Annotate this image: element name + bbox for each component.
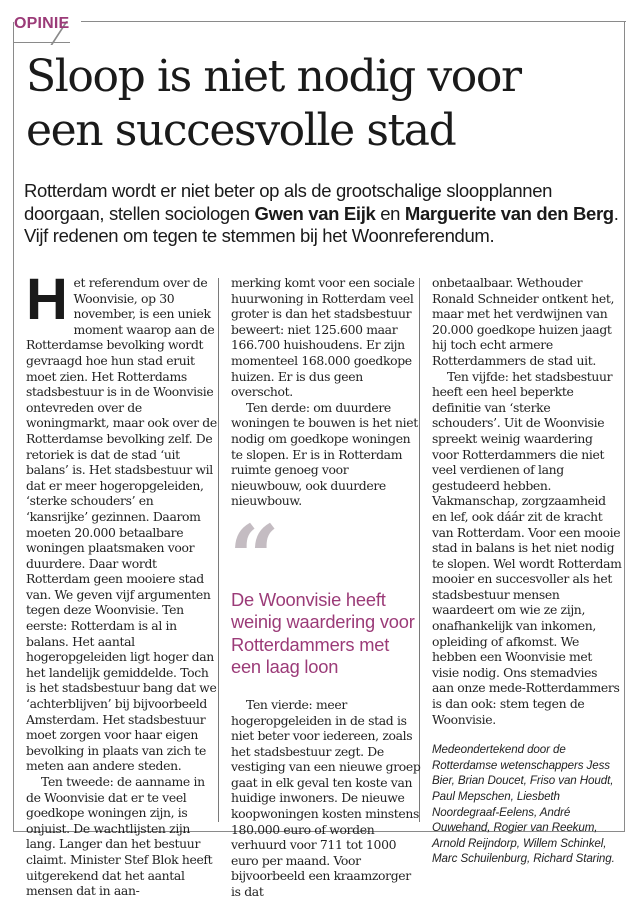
headline-line-2: een succesvolle stad xyxy=(26,105,456,156)
body-paragraph: onbetaalbaar. Wethouder Ronald Schneider ontkent het, maar met het verdwijnen van 20.000 goedkope huizen jaagt hij toch echt armere Rotterdammers de stad uit. xyxy=(432,275,615,368)
headline xyxy=(26,50,616,158)
lede xyxy=(24,180,619,248)
pull-quote xyxy=(229,504,421,679)
body-paragraph: merking komt voor een sociale huurwoning in Rotterdam veel groter is dan het stadsbestuur beweert: niet 125.600 maar 166.700 huishoudens. Er zijn momenteel 168.000 goedkope huizen. Er is dus geen overschot. xyxy=(231,275,415,400)
lede-text-3: . Vijf redenen om tegen te stemmen bij het Woonreferendum. xyxy=(24,202,619,246)
lede-text-2: en xyxy=(375,202,405,224)
pull-quote-text: De Woonvisie heeft weinig waardering voor Rotterdammers met een laag loon xyxy=(231,588,415,678)
body-paragraph: Ten derde: om duurdere woningen te bouwen is het niet nodig om goedkope woningen te slopen. Er is in Rotterdam ruimte genoeg voor nieuwbouw, ook duurdere nieuwbouw. xyxy=(231,399,418,509)
article-column-2 xyxy=(231,275,421,900)
body-paragraph: Ten vijfde: het stadsbestuur heeft een heel beperkte definitie van ‘sterke schouders’. Uit de Woonvisie spreekt weinig waardering voor Rotterdammers die niet veel verdienen of lang gestudeerd hebben. Vakmanschap, zorgzaamheid en lef, ook dáár zit de kracht van Rotterdam. Voor een mooie stad in balans is het niet nodig te slopen. Wel wordt Rotterdam mooier en succesvoller als het stadsbestuur mensen waardeert om wie ze zijn, onafhankelijk van inkomen, opleiding of afkomst. We hebben een Woonvisie met visie nodig. Ons stemadvies aan onze mede-Rotterdammers is dan ook: stem tegen de Woonvisie. xyxy=(432,368,622,727)
lede-text-1: Rotterdam wordt er niet beter op als de grootschalige sloopplannen doorgaan, stellen sociologen xyxy=(24,180,553,224)
article-column-1 xyxy=(26,267,218,899)
column-divider xyxy=(218,278,219,822)
body-paragraph xyxy=(26,267,218,774)
author-name-2: Marguerite van den Berg xyxy=(404,202,614,224)
body-paragraph: Ten vierde: meer hogeropgeleiden in de stad is niet beter voor iedereen, zoals het stadsbestuur zegt. De vestiging van een nieuwe groep gaat in elk geval ten koste van huidige inwoners. De nieuwe koopwoningen kosten minstens 180.000 euro of worden verhuurd voor 711 tot 1000 euro per maand. Voor bijvoorbeeld een kraamzorger is dat xyxy=(231,696,421,900)
section-tag: OPINIE xyxy=(14,15,70,32)
quote-mark-icon: “ xyxy=(229,504,274,609)
author-name-1: Gwen van Eijk xyxy=(254,202,376,224)
body-paragraph: Ten tweede: de aanname in de Woonvisie dat er te veel goedkope woningen zijn, is onjuist. De wachtlijsten zijn lang. Langer dan het bestuur claimt. Minister Stef Blok heeft uitgerekend dat het aantal mensen dat in aan- xyxy=(26,774,213,899)
cosigners-note: Medeondertekend door de Rotterdamse wetenschappers Jess Bier, Brian Doucet, Friso van Houdt, Paul Mepschen, Liesbeth Noordegraaf-Eelens, André Ouwehand, Rogier van Reekum, Arnold Reijndorp, Willem Schinkel, Marc Schuilenburg, Richard Staring. xyxy=(432,743,615,866)
article-column-3 xyxy=(432,275,622,867)
headline-line-1: Sloop is niet nodig voor xyxy=(26,51,521,102)
drop-cap: H xyxy=(26,267,68,332)
frame-tag-underline xyxy=(13,42,70,43)
paragraph-text: et referendum over de Woonvisie, op 30 november, is een uniek moment waarop aan de Rotterdamse bevolking wordt gevraagd hoe hun stad eruit moet zien. Het Rotterdams stadsbestuur is in de Woonvisie ontevreden over de woningmarkt, maar ook over de Rotterdamse bevolking zelf. De retoriek is dat de stad ‘uit balans’ is. Het stadsbestuur wil dat er meer hogeropgeleiden, ‘sterke schouders’ en ‘kansrijke’ gezinnen. Daarom moeten 20.000 betaalbare woningen plaatsmaken voor duurdere. Daar wordt Rotterdam geen mooiere stad van. We geven vijf argumenten tegen deze Woonvisie. Ten eerste: Rotterdam is al in balans. Het aantal hogeropgeleiden ligt hoger dan het landelijk gemiddelde. Toch is het stadsbestuur bang dat we ‘achterblijven’ bij bijvoorbeeld Amsterdam. Het stadsbestuur moet zorgen voor haar eigen bevolking in plaats van zich te meten aan andere steden. xyxy=(26,275,217,774)
frame-top-border xyxy=(81,21,626,22)
